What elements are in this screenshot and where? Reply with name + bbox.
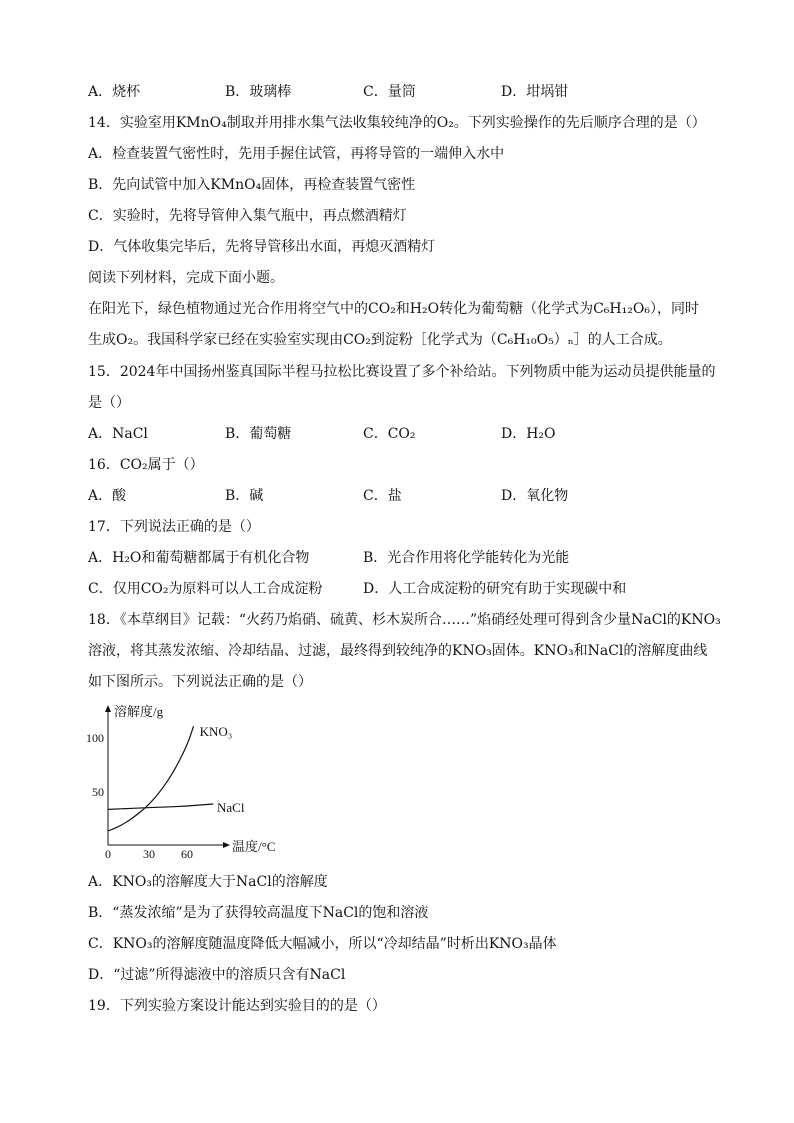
series-line-nacl	[108, 804, 213, 809]
series-label-nacl: NaCl	[217, 799, 245, 815]
y-tick-50: 50	[92, 785, 104, 799]
q18-option-b[interactable]: B．“蒸发浓缩”是为了获得较高温度下NaCl的饱和溶液	[88, 905, 429, 921]
q17-option-a[interactable]: A．H₂O和葡萄糖都属于有机化合物	[88, 550, 310, 566]
x-tick-30: 30	[143, 847, 155, 861]
q15-options	[88, 424, 708, 444]
x-axis-label: 温度/°C	[232, 839, 276, 854]
q17-stem: 17．下列说法正确的是（）	[88, 519, 260, 535]
series-label-kno3: KNO₃	[199, 724, 233, 740]
y-tick-100: 100	[86, 731, 104, 745]
y-axis-label: 溶解度/g	[114, 704, 164, 719]
q18-stem-line-1: 18．《本草纲目》记载：“火药乃焰硝、硫黄、杉木炭所合……”焰硝经处理可得到含少量NaCl的KNO₃	[88, 612, 721, 628]
q18-option-a[interactable]: A．KNO₃的溶解度大于NaCl的溶解度	[88, 874, 328, 890]
q18-option-d[interactable]: D．“过滤”所得滤液中的溶质只含有NaCl	[88, 967, 346, 983]
q17-option-d[interactable]: D．人工合成淀粉的研究有助于实现碳中和	[363, 581, 627, 597]
q17-option-b[interactable]: B．光合作用将化学能转化为光能	[363, 550, 570, 566]
q14-stem: 14．实验室用KMnO₄制取并用排水集气法收集较纯净的O₂。下列实验操作的先后顺序合理的是（）	[88, 115, 706, 131]
q13-option-b[interactable]: B．玻璃棒	[225, 84, 292, 100]
q16-option-a[interactable]: A．酸	[88, 488, 127, 504]
q15-option-b[interactable]: B．葡萄糖	[225, 426, 292, 442]
q13-option-d[interactable]: D．坩埚钳	[501, 84, 569, 100]
y-axis-arrow-icon	[105, 705, 111, 712]
q15-stem-line-2: 是（）	[88, 395, 130, 411]
series-line-kno3	[108, 726, 194, 831]
material-paragraph-line-1: 在阳光下，绿色植物通过光合作用将空气中的CO₂和H₂O转化为葡萄糖（化学式为C₆H₁₂O₆），同时	[88, 301, 699, 317]
x-axis-arrow-icon	[223, 842, 230, 848]
q18-stem-line-3: 如下图所示。下列说法正确的是（）	[88, 674, 312, 690]
q19-stem: 19．下列实验方案设计能达到实验目的的是（）	[88, 998, 386, 1014]
q15-stem-line-1: 15．2024年中国扬州鉴真国际半程马拉松比赛设置了多个补给站。下列物质中能为运动员提供能量的	[88, 364, 716, 380]
q15-option-c[interactable]: C．CO₂	[363, 426, 416, 442]
q13-option-c[interactable]: C．量筒	[363, 84, 416, 100]
q18-option-c[interactable]: C．KNO₃的溶解度随温度降低大幅减小，所以“冷却结晶”时析出KNO₃晶体	[88, 936, 557, 952]
chart-series-group	[108, 724, 245, 831]
q16-stem: 16．CO₂属于（）	[88, 457, 204, 473]
q14-option-b[interactable]: B．先向试管中加入KMnO₄固体，再检查装置气密性	[88, 177, 416, 193]
q16-options	[88, 486, 708, 506]
q17-options-row-2	[88, 579, 708, 599]
q14-option-a[interactable]: A．检查装置气密性时，先用手握住试管，再将导管的一端伸入水中	[88, 146, 505, 162]
x-tick-0: 0	[105, 847, 111, 861]
q17-options-row-1	[88, 548, 708, 568]
q13-options	[88, 82, 708, 102]
q13-option-a[interactable]: A．烧杯	[88, 84, 141, 100]
q16-option-d[interactable]: D．氧化物	[501, 488, 569, 504]
q14-option-c[interactable]: C．实验时，先将导管伸入集气瓶中，再点燃酒精灯	[88, 208, 407, 224]
material-intro: 阅读下列材料，完成下面小题。	[88, 270, 284, 286]
q14-option-d[interactable]: D．气体收集完毕后，先将导管移出水面，再熄灭酒精灯	[88, 239, 436, 255]
q17-option-c[interactable]: C．仅用CO₂为原料可以人工合成淀粉	[88, 581, 323, 597]
q18-stem-line-2: 溶液，将其蒸发浓缩、冷却结晶、过滤，最终得到较纯净的KNO₃固体。KNO₃和NaCl的溶解度曲线	[88, 643, 708, 659]
q16-option-c[interactable]: C．盐	[363, 488, 402, 504]
q15-option-a[interactable]: A．NaCl	[88, 426, 148, 442]
x-tick-60: 60	[181, 847, 193, 861]
q15-option-d[interactable]: D．H₂O	[501, 426, 556, 442]
q16-option-b[interactable]: B．碱	[225, 488, 264, 504]
material-paragraph-line-2: 生成O₂。我国科学家已经在实验室实现由CO₂到淀粉［化学式为（C₆H₁₀O₅）ₙ］的人工合成。	[88, 332, 672, 348]
solubility-chart	[80, 700, 310, 865]
